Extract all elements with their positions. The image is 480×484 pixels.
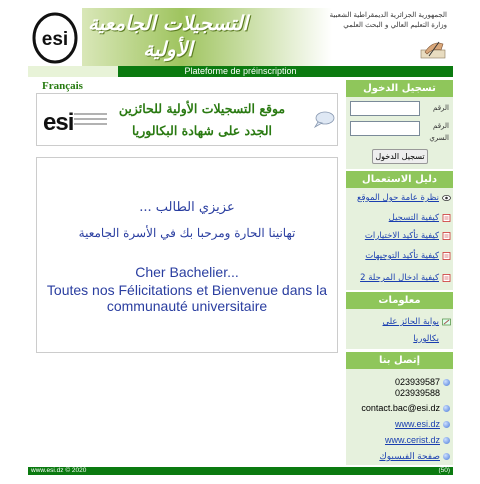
footer-copyright: www.esi.dz © 2020 <box>31 467 87 474</box>
guide-item-label: كيفية التسجيل <box>388 213 439 223</box>
guide-item-confirm-orientations[interactable] <box>346 248 453 264</box>
guide-item-label: كيفية تأكيد الاختيارات <box>364 231 439 241</box>
guide-item-registration[interactable] <box>346 210 453 226</box>
contact-header: إتصل بنا <box>346 352 453 369</box>
email-icon <box>443 405 450 412</box>
info-item-label: بوابة الحائز على <box>382 317 439 327</box>
link-facebook-text: صفحة الفيسبوك <box>379 451 440 461</box>
welcome-arabic-message: تهانينا الحارة ومرحبا بك في الأسرة الجامعية <box>78 226 296 240</box>
login-header: تسجيل الدخول <box>346 80 453 97</box>
contact-phone-1-text: 023939587 <box>394 377 440 387</box>
republic-line-1: الجمهورية الجزائرية الديمقراطية الشعبية <box>329 11 447 19</box>
info-panel <box>346 309 453 349</box>
language-link-french[interactable]: Français <box>42 80 83 92</box>
site-header <box>28 8 453 66</box>
document-icon <box>442 232 451 240</box>
contact-phone-2-text: 023939588 <box>394 388 440 398</box>
republic-text <box>327 10 447 30</box>
contact-phone-2 <box>346 387 453 400</box>
contact-email[interactable] <box>346 402 453 415</box>
contact-panel <box>346 369 453 465</box>
esi-logo <box>32 12 78 64</box>
welcome-french-message: Toutes nos Félicitations et Bienvenue dans la communauté universitaire <box>46 282 328 314</box>
eye-icon <box>442 194 451 202</box>
login-button[interactable]: تسجيل الدخول <box>372 149 428 164</box>
guide-panel <box>346 188 453 290</box>
welcome-box <box>36 157 338 353</box>
link-facebook[interactable] <box>346 450 453 463</box>
link-esi[interactable] <box>346 418 453 431</box>
republic-line-2: وزارة التعليم العالي و البحث العلمي <box>343 21 447 29</box>
globe-icon <box>443 421 450 428</box>
platform-bar <box>28 66 453 77</box>
info-item-portal[interactable] <box>346 314 453 330</box>
footer-counter: (50) <box>438 467 450 474</box>
esi-school-logo-text: esi <box>43 109 74 134</box>
link-cerist-text: www.cerist.dz <box>384 435 440 445</box>
esi-logo-text: esi <box>41 29 69 50</box>
platform-bar-strip <box>28 66 118 77</box>
login-password-row <box>348 121 451 145</box>
login-number-row <box>348 101 451 117</box>
info-item-bac[interactable] <box>346 331 453 347</box>
login-number-input[interactable] <box>350 101 420 116</box>
pencil-icon <box>442 318 451 326</box>
banner-title: التسجيلات الجامعية الأولية <box>88 11 248 61</box>
welcome-arabic-greeting: عزيزي الطالب ... <box>139 200 235 215</box>
banner <box>82 8 332 66</box>
guide-item-label: كيفية ادخال المرحلة 2 <box>360 273 439 283</box>
platform-bar-label: Plateforme de préinscription <box>184 66 297 76</box>
sidebar <box>346 80 453 465</box>
site-title-line-1: موقع التسجيلات الأولية للحائزين <box>118 101 286 116</box>
guide-item-phase-2[interactable] <box>346 270 453 286</box>
login-password-label-2: السري <box>429 134 449 142</box>
phone-icon <box>443 379 450 386</box>
site-title <box>97 98 307 142</box>
document-icon <box>442 252 451 260</box>
footer <box>28 467 453 475</box>
contact-email-text: contact.bac@esi.dz <box>361 403 440 413</box>
link-cerist[interactable] <box>346 434 453 447</box>
globe-icon <box>443 437 450 444</box>
info-header: معلومات <box>346 292 453 309</box>
login-password-label-1: الرقم <box>433 122 449 130</box>
info-item-label: بكالوريا <box>413 334 439 344</box>
login-number-label: الرقم <box>433 104 449 112</box>
site-title-line-2: الجدد على شهادة البكالوريا <box>131 123 273 138</box>
welcome-french-greeting: Cher Bachelier... <box>135 264 239 280</box>
document-icon <box>442 214 451 222</box>
link-esi-text: www.esi.dz <box>394 419 440 429</box>
login-password-input[interactable] <box>350 121 420 136</box>
login-panel <box>346 97 453 169</box>
guide-item-overview[interactable] <box>346 190 453 206</box>
guide-item-label: كيفية تأكيد التوجيهات <box>365 251 439 261</box>
facebook-icon <box>443 453 450 460</box>
speech-bubble-icon <box>313 110 335 128</box>
writing-hand-icon <box>419 36 449 60</box>
title-box <box>36 93 338 146</box>
guide-item-confirm-choices[interactable] <box>346 228 453 244</box>
guide-header: دليل الاستعمال <box>346 171 453 188</box>
guide-item-label: نظرة عامة حول الموقع <box>356 193 439 203</box>
document-icon <box>442 274 451 282</box>
